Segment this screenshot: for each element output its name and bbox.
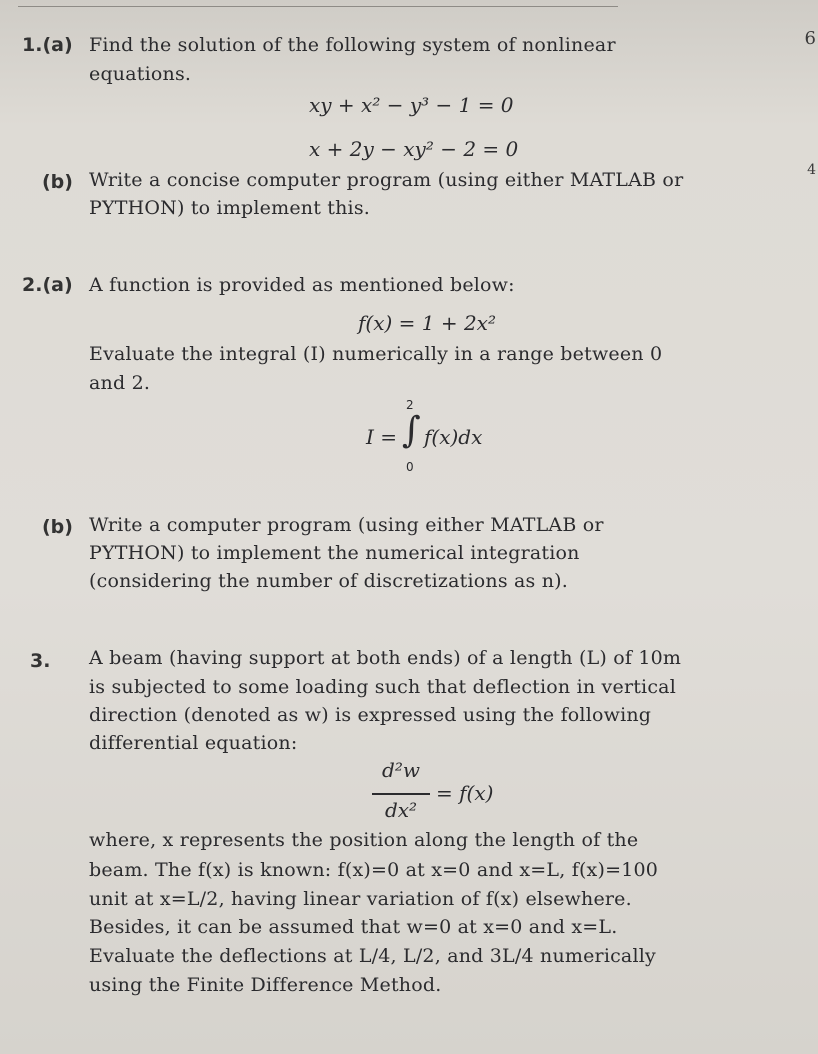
margin-mark-mid: 4 [807, 162, 816, 178]
q2b-line-1: Write a computer program (using either MATLAB or [89, 514, 604, 536]
q1a-line-2: equations. [89, 63, 192, 85]
q3-line-6: beam. The f(x) is known: f(x)=0 at x=0 and x=L, f(x)=100 [89, 859, 659, 881]
q3-line-9: Evaluate the deflections at L/4, L/2, and 3L/4 numerically [89, 945, 656, 967]
integral-lhs: I = [366, 425, 398, 449]
q1b-line-1: Write a concise computer program (using either MATLAB or [89, 169, 684, 191]
integral-upper-limit: 2 [406, 398, 414, 412]
q1-equation-2: x + 2y − xy² − 2 = 0 [309, 137, 519, 161]
q3-line-5: where, x represents the position along the length of the [89, 829, 639, 851]
q1a-number: 1.(a) [22, 34, 73, 56]
q3-line-8: Besides, it can be assumed that w=0 at x=0 and x=L. [89, 916, 618, 938]
q2b-number: (b) [42, 516, 73, 538]
q1b-number: (b) [42, 171, 73, 193]
q2b-line-3: (considering the number of discretizations as n). [89, 570, 569, 592]
q2a-line-2: Evaluate the integral (I) numerically in a range between 0 [89, 343, 663, 365]
q3-line-2: is subjected to some loading such that deflection in vertical [89, 676, 676, 698]
q3-line-7: unit at x=L/2, having linear variation of f(x) elsewhere. [89, 888, 632, 910]
ode-fraction-bar [372, 793, 430, 795]
ode-rhs: = f(x) [436, 781, 494, 805]
q3-line-3: direction (denoted as w) is expressed using the following [89, 704, 652, 726]
q1-equation-1: xy + x² − y³ − 1 = 0 [309, 93, 514, 117]
q2a-line-3: and 2. [89, 372, 151, 394]
ode-numerator: d²w [382, 758, 420, 782]
integral-lower-limit: 0 [406, 460, 414, 474]
ode-denominator: dx² [384, 798, 418, 822]
q3-number: 3. [30, 650, 51, 672]
q2a-number: 2.(a) [22, 274, 73, 296]
q2-function: f(x) = 1 + 2x² [358, 311, 496, 335]
q1a-line-1: Find the solution of the following system of nonlinear [89, 34, 616, 56]
q3-line-1: A beam (having support at both ends) of a length (L) of 10m [89, 647, 682, 669]
integral-sign: ∫ [402, 410, 421, 451]
integral-body: f(x)dx [424, 425, 483, 449]
q2a-line-1: A function is provided as mentioned below: [89, 274, 515, 296]
q1b-line-2: PYTHON) to implement this. [89, 197, 371, 219]
top-rule [18, 6, 618, 7]
q2b-line-2: PYTHON) to implement the numerical integration [89, 542, 580, 564]
q3-line-4: differential equation: [89, 732, 298, 754]
margin-mark-top: 6 [804, 28, 816, 49]
q3-line-10: using the Finite Difference Method. [89, 974, 442, 996]
